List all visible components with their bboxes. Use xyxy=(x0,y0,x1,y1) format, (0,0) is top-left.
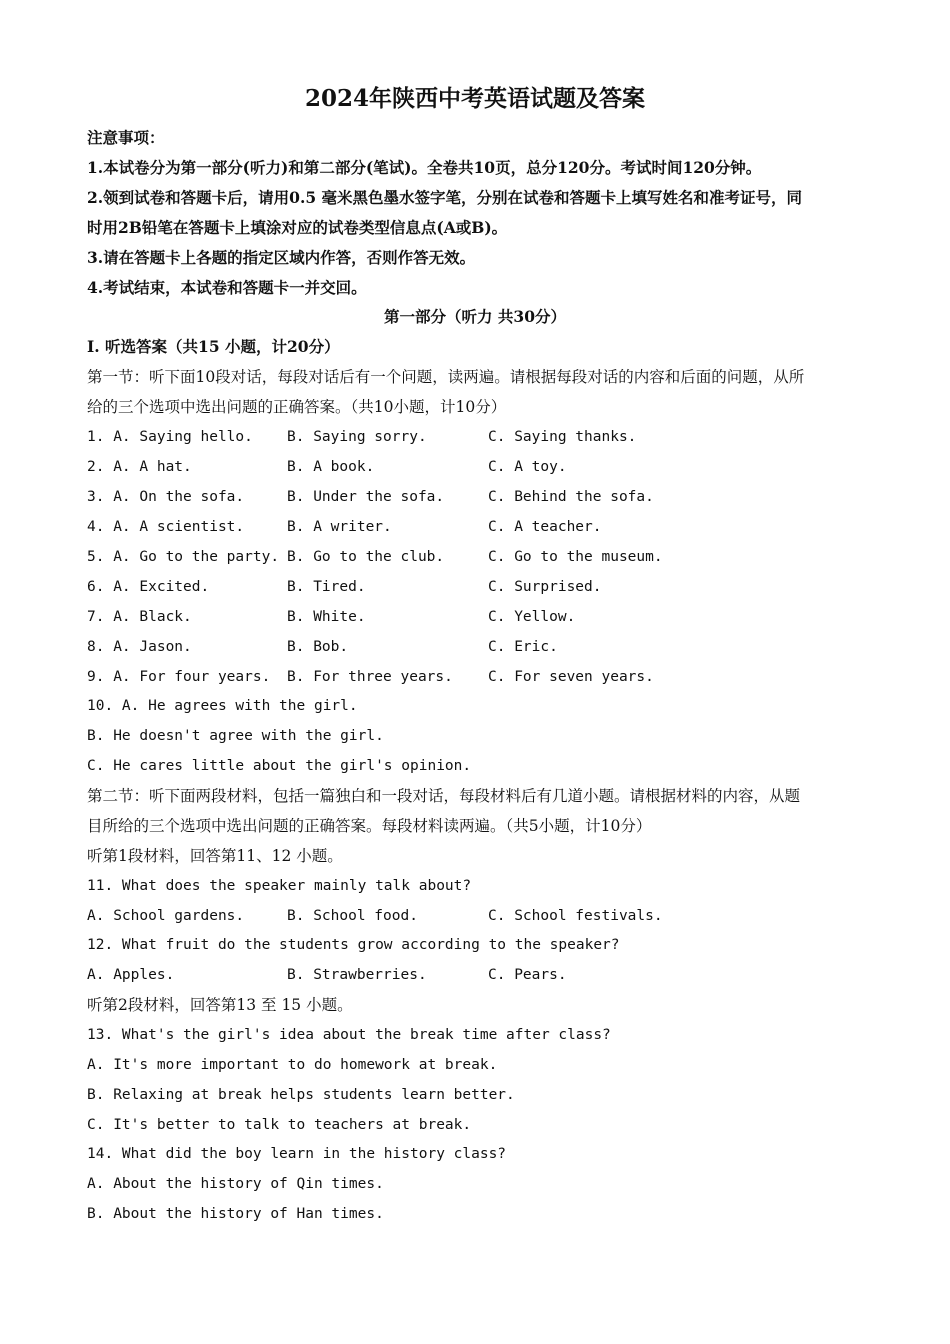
option-a: A. Apples. xyxy=(87,967,175,983)
option-line: B. Relaxing at break helps students learn better. xyxy=(87,1087,515,1103)
question-stem: 13. What's the girl's idea about the break time after class? xyxy=(87,1027,611,1043)
option-b: B. For three years. xyxy=(287,669,453,685)
option-b: B. A writer. xyxy=(287,519,392,535)
option-a: 1. A. Saying hello. xyxy=(87,429,253,445)
option-a: 7. A. Black. xyxy=(87,609,192,625)
page-title: 2024年陕西中考英语试题及答案 xyxy=(304,85,645,112)
option-a: 6. A. Excited. xyxy=(87,579,210,595)
section-intro: 第二节：听下面两段材料，包括一篇独白和一段对话，每段材料后有几道小题。请根据材料的内容，从题 xyxy=(87,787,801,805)
option-c: C. Eric. xyxy=(488,639,558,655)
option-line: C. It's better to talk to teachers at break. xyxy=(87,1117,472,1133)
option-c: C. Saying thanks. xyxy=(488,429,637,445)
option-c: C. Surprised. xyxy=(488,579,602,595)
option-b: B. Saying sorry. xyxy=(287,429,427,445)
question-row xyxy=(87,602,877,632)
question-stem: 12. What fruit do the students grow according to the speaker? xyxy=(87,937,620,953)
question-row xyxy=(87,542,877,572)
notes-heading: 注意事项： xyxy=(87,128,165,147)
question-row xyxy=(87,452,877,482)
section1-heading: Ⅰ. 听选答案（共15 小题，计20分） xyxy=(87,337,340,356)
option-c: C. Pears. xyxy=(488,967,567,983)
section-intro: 第一节：听下面10段对话，每段对话后有一个问题，读两遍。请根据每段对话的内容和后面的问题，从所 xyxy=(87,368,805,386)
option-c: C. A toy. xyxy=(488,459,567,475)
question-row xyxy=(87,632,877,662)
option-a: A. School gardens. xyxy=(87,908,245,924)
option-b: B. A book. xyxy=(287,459,375,475)
option-line: C. He cares little about the girl's opinion. xyxy=(87,758,472,774)
option-c: C. Yellow. xyxy=(488,609,576,625)
option-line: B. About the history of Han times. xyxy=(87,1206,384,1222)
option-c: C. For seven years. xyxy=(488,669,654,685)
question-row xyxy=(87,960,877,990)
question-row xyxy=(87,482,877,512)
option-line: A. About the history of Qin times. xyxy=(87,1176,384,1192)
question-row xyxy=(87,662,877,692)
option-b: B. White. xyxy=(287,609,366,625)
material-instruction: 听第1段材料，回答第11、12 小题。 xyxy=(87,847,343,865)
note-item: 时用2B铅笔在答题卡上填涂对应的试卷类型信息点(A或B)。 xyxy=(87,218,508,237)
option-a: 2. A. A hat. xyxy=(87,459,192,475)
question-row xyxy=(87,901,877,931)
note-item: 4.考试结束，本试卷和答题卡一并交回。 xyxy=(87,278,367,297)
option-a: 5. A. Go to the party. xyxy=(87,549,280,565)
question-stem: 10. A. He agrees with the girl. xyxy=(87,698,358,714)
option-b: B. School food. xyxy=(287,908,418,924)
question-stem: 11. What does the speaker mainly talk about? xyxy=(87,878,472,894)
section-intro: 给的三个选项中选出问题的正确答案。（共10小题，计10分） xyxy=(87,398,507,416)
option-b: B. Go to the club. xyxy=(287,549,445,565)
option-b: B. Strawberries. xyxy=(287,967,427,983)
part1-heading: 第一部分（听力 共30分） xyxy=(384,307,566,326)
option-a: 8. A. Jason. xyxy=(87,639,192,655)
question-row xyxy=(87,422,877,452)
question-row xyxy=(87,512,877,542)
note-item: 1.本试卷分为第一部分(听力)和第二部分(笔试)。全卷共10页，总分120分。考试时间120分钟。 xyxy=(87,158,762,177)
option-b: B. Tired. xyxy=(287,579,366,595)
material-instruction: 听第2段材料，回答第13 至 15 小题。 xyxy=(87,996,353,1014)
option-b: B. Under the sofa. xyxy=(287,489,445,505)
question-row xyxy=(87,572,877,602)
section-intro: 目所给的三个选项中选出问题的正确答案。每段材料读两遍。（共5小题，计10分） xyxy=(87,817,652,835)
option-c: C. School festivals. xyxy=(488,908,663,924)
option-c: C. Behind the sofa. xyxy=(488,489,654,505)
note-item: 2.领到试卷和答题卡后，请用0.5 毫米黑色墨水签字笔，分别在试卷和答题卡上填写姓名和准考证号，同 xyxy=(87,188,803,207)
option-b: B. Bob. xyxy=(287,639,349,655)
note-item: 3.请在答题卡上各题的指定区域内作答，否则作答无效。 xyxy=(87,248,476,267)
option-a: 9. A. For four years. xyxy=(87,669,271,685)
option-line: A. It's more important to do homework at break. xyxy=(87,1057,498,1073)
question-stem: 14. What did the boy learn in the history class? xyxy=(87,1146,507,1162)
option-c: C. Go to the museum. xyxy=(488,549,663,565)
option-a: 3. A. On the sofa. xyxy=(87,489,245,505)
option-c: C. A teacher. xyxy=(488,519,602,535)
option-a: 4. A. A scientist. xyxy=(87,519,245,535)
option-line: B. He doesn't agree with the girl. xyxy=(87,728,384,744)
